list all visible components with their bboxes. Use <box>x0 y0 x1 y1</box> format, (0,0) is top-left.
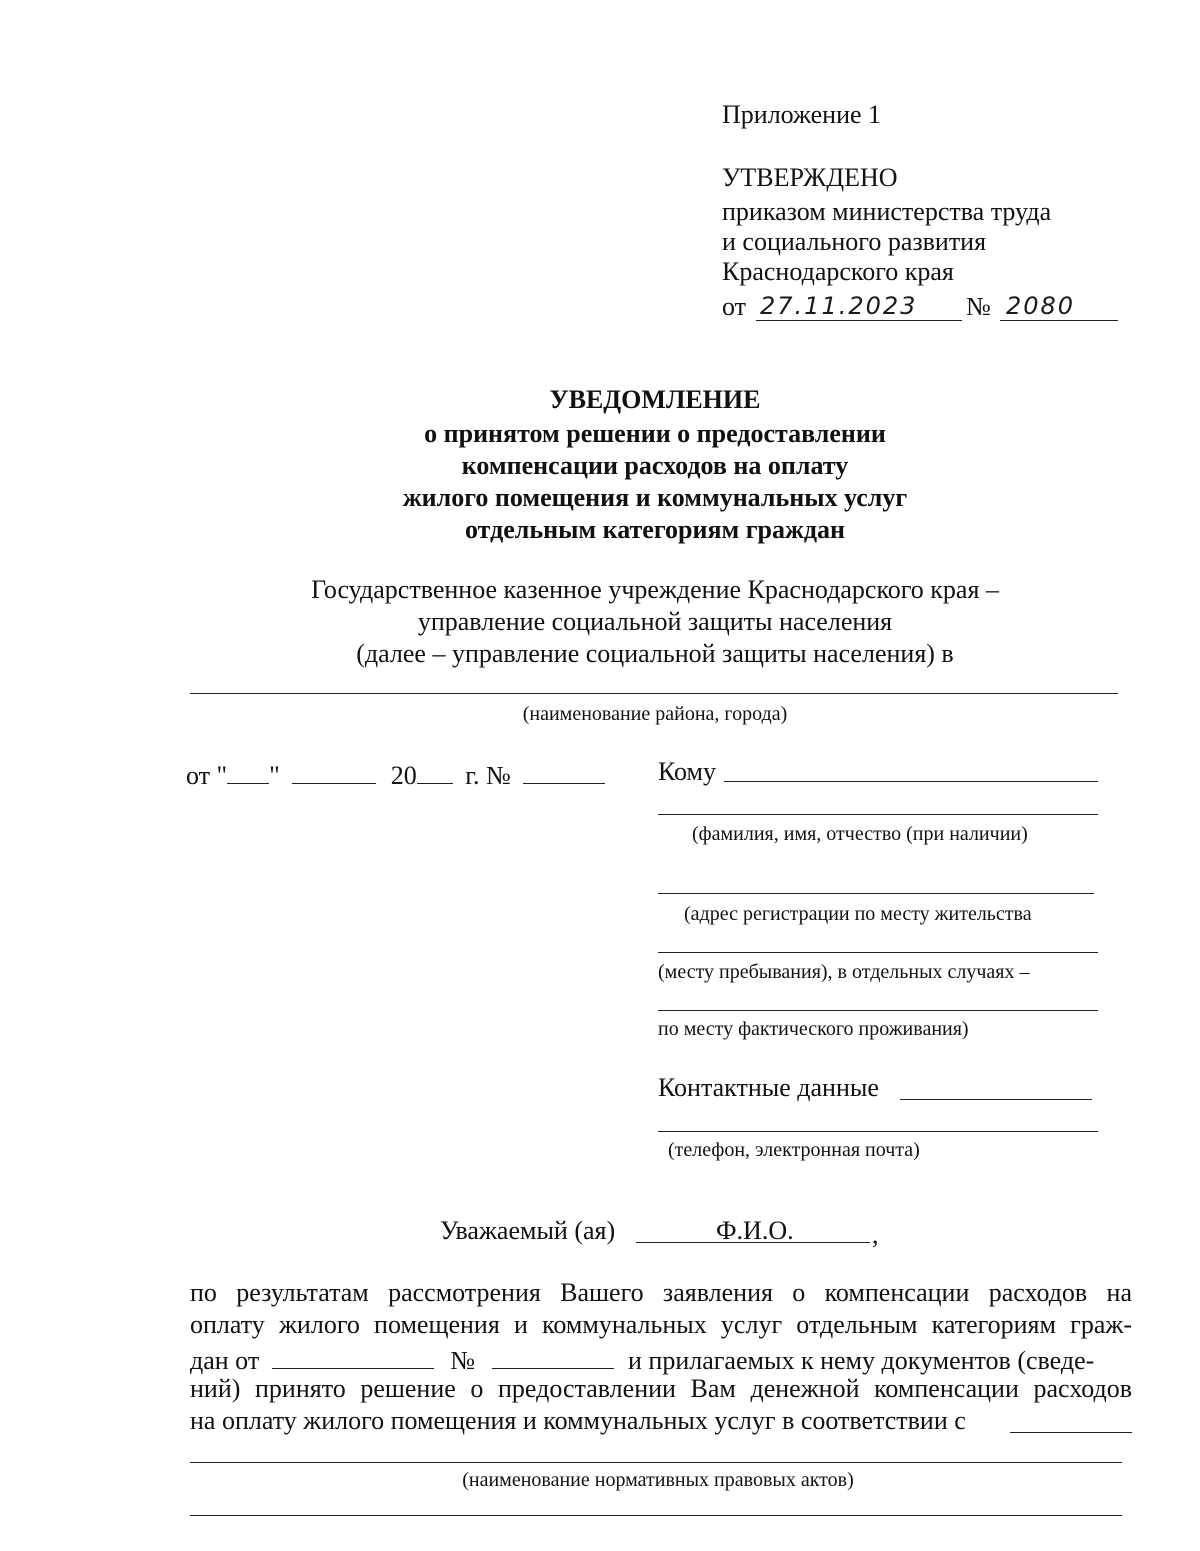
contacts-label: Контактные данные <box>658 1073 879 1102</box>
approval-number-line <box>1000 320 1118 321</box>
acts-line-2 <box>190 1515 1122 1516</box>
doc-number-label: г. № <box>465 761 511 790</box>
title-line-1: о принятом решении о предоставлении <box>424 419 886 448</box>
contacts-caption: (телефон, электронная почта) <box>668 1139 920 1161</box>
doc-day-blank <box>227 757 269 784</box>
body-line-3 <box>190 1342 1094 1376</box>
body-line-3-from: дан от <box>190 1346 260 1375</box>
body-line-4: ний) принято решение о предоставлении Вам денежной компенсации расходов <box>190 1374 1132 1403</box>
contacts-line-1 <box>900 1099 1092 1100</box>
address-line-2 <box>658 952 1098 953</box>
address-caption-3: по месту фактического проживания) <box>658 1018 969 1040</box>
recipient-fio-caption: (фамилия, имя, отчество (при наличии) <box>692 823 1028 845</box>
title-line-3: жилого помещения и коммунальных услуг <box>402 483 908 512</box>
doc-number-blank <box>523 757 605 784</box>
greeting-text: Уважаемый (ая) <box>440 1216 616 1245</box>
contacts-line-2 <box>658 1131 1098 1132</box>
approval-date-line <box>756 320 962 321</box>
district-line <box>190 693 1118 694</box>
address-caption-2: (месту пребывания), в отдельных случаях – <box>658 961 1030 983</box>
doc-date-from: от " <box>186 761 228 790</box>
acts-inline-line <box>1010 1432 1132 1433</box>
address-line-3 <box>658 1010 1098 1011</box>
document-title: УВЕДОМЛЕНИЕ <box>549 385 761 414</box>
institution-line-3: (далее – управление социальной защиты населения) в <box>356 639 954 668</box>
institution-line-1: Государственное казенное учреждение Краснодарского края – <box>311 575 999 604</box>
approval-line-2: и социального развития <box>722 227 987 256</box>
acts-line-1 <box>190 1462 1122 1463</box>
approval-date: 27.11.2023 <box>760 292 918 320</box>
greeting-comma: , <box>872 1220 879 1249</box>
body-line-3-rest: и прилагаемых к нему документов (сведе- <box>628 1346 1095 1375</box>
approval-line-1: приказом министерства труда <box>722 197 1052 226</box>
body-line-1: по результатам рассмотрения Вашего заявления о компенсации расходов на <box>190 1278 1132 1307</box>
approval-line-3: Краснодарского края <box>722 257 954 286</box>
appendix-label: Приложение 1 <box>722 100 882 129</box>
acts-caption: (наименование нормативных правовых актов) <box>462 1469 854 1491</box>
body-line-3-number: № <box>450 1346 476 1375</box>
approval-number-label: № <box>966 292 991 321</box>
doc-month-blank <box>292 757 376 784</box>
approval-number: 2080 <box>1006 292 1076 320</box>
approved-label: УТВЕРЖДЕНО <box>722 163 898 192</box>
title-line-4: отдельным категориям граждан <box>465 515 845 544</box>
doc-year-blank <box>417 757 453 784</box>
recipient-fio-line <box>658 814 1098 815</box>
doc-date-quote: " <box>269 761 280 790</box>
body-line-5: на оплату жилого помещения и коммунальных услуг в соответствии с <box>190 1406 966 1435</box>
address-line-1 <box>658 893 1094 894</box>
doc-year-prefix: 20 <box>390 761 417 790</box>
title-line-2: компенсации расходов на оплату <box>461 451 849 480</box>
greeting-name: Ф.И.О. <box>716 1216 794 1245</box>
doc-date-row <box>186 757 605 791</box>
application-date-blank <box>272 1342 434 1369</box>
recipient-to-label: Кому <box>658 757 717 786</box>
body-line-2: оплату жилого помещения и коммунальных услуг отдельным категориям граж- <box>190 1310 1132 1339</box>
application-number-blank <box>492 1342 614 1369</box>
recipient-to-line <box>724 781 1098 782</box>
district-caption: (наименование района, города) <box>522 703 788 725</box>
address-caption-1: (адрес регистрации по месту жительства <box>684 903 1032 925</box>
institution-line-2: управление социальной защиты населения <box>417 607 893 636</box>
approval-from-label: от <box>722 292 747 321</box>
